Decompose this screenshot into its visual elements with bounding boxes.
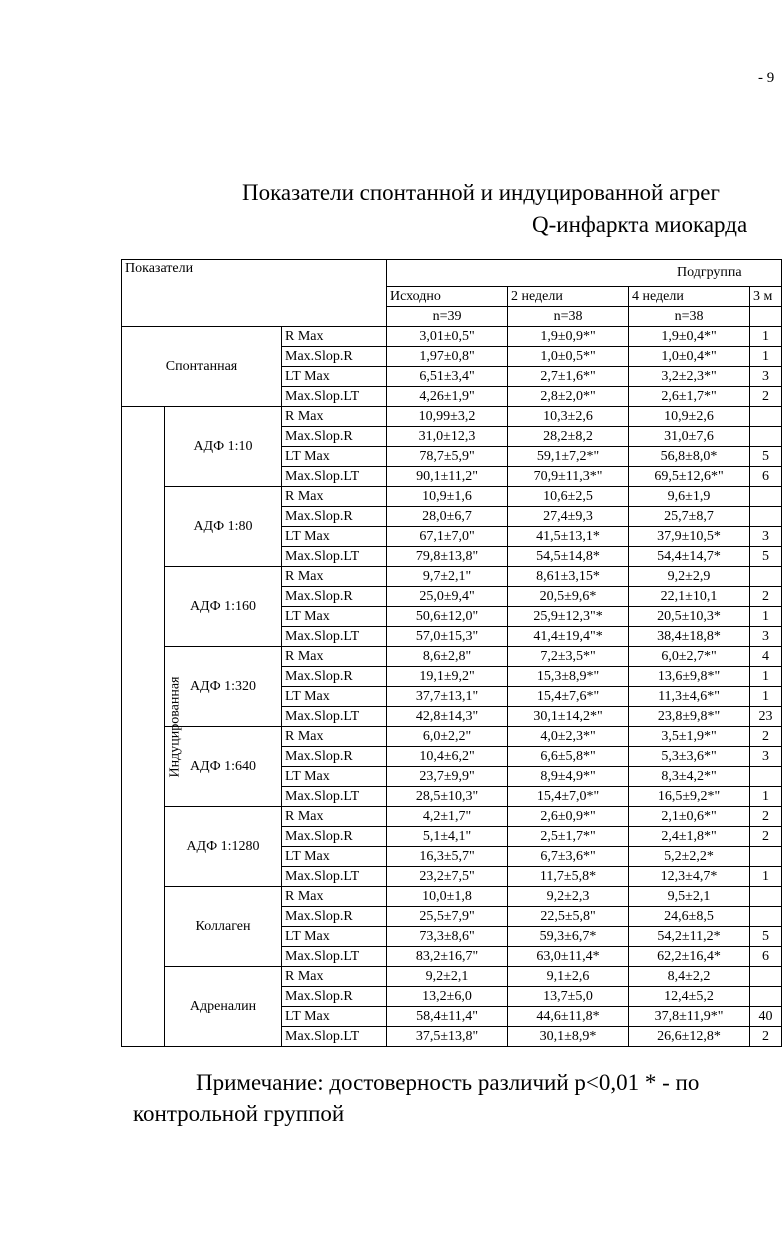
value-cell: 23,7±9,9" (387, 767, 508, 787)
value-cell: 28,0±6,7 (387, 507, 508, 527)
value-cell: 30,1±14,2*" (508, 707, 629, 727)
group-label: АДФ 1:640 (165, 727, 282, 807)
group-label: Коллаген (165, 887, 282, 967)
value-cell: 6,7±3,6*" (508, 847, 629, 867)
value-cell: 59,3±6,7* (508, 927, 629, 947)
value-cell: 20,5±10,3* (629, 607, 750, 627)
value-cell (750, 427, 782, 447)
value-cell: 1 (750, 607, 782, 627)
value-cell: 13,2±6,0 (387, 987, 508, 1007)
value-cell: 4,2±1,7" (387, 807, 508, 827)
param-label: LT Max (282, 447, 387, 467)
value-cell: 1 (750, 787, 782, 807)
value-cell: 2,6±1,7*" (629, 387, 750, 407)
value-cell: 22,1±10,1 (629, 587, 750, 607)
value-cell: 11,3±4,6*" (629, 687, 750, 707)
value-cell: 9,2±2,9 (629, 567, 750, 587)
period-label: Исходно (387, 287, 508, 307)
value-cell: 20,5±9,6* (508, 587, 629, 607)
value-cell: 2 (750, 387, 782, 407)
value-cell: 9,2±2,1 (387, 967, 508, 987)
value-cell (750, 507, 782, 527)
value-cell: 38,4±18,8* (629, 627, 750, 647)
value-cell: 41,4±19,4"* (508, 627, 629, 647)
period-n: n=39 (387, 307, 508, 327)
group-label: АДФ 1:160 (165, 567, 282, 647)
value-cell: 1,0±0,4*" (629, 347, 750, 367)
value-cell: 5,3±3,6*" (629, 747, 750, 767)
param-label: Max.Slop.LT (282, 387, 387, 407)
value-cell: 54,4±14,7* (629, 547, 750, 567)
value-cell: 44,6±11,8* (508, 1007, 629, 1027)
param-label: R Max (282, 327, 387, 347)
value-cell: 13,6±9,8*" (629, 667, 750, 687)
table-row (122, 407, 782, 427)
value-cell: 23 (750, 707, 782, 727)
value-cell: 9,5±2,1 (629, 887, 750, 907)
param-label: Max.Slop.R (282, 507, 387, 527)
value-cell: 25,7±8,7 (629, 507, 750, 527)
value-cell: 1 (750, 327, 782, 347)
value-cell: 2,5±1,7*" (508, 827, 629, 847)
value-cell: 1 (750, 347, 782, 367)
value-cell: 15,3±8,9*" (508, 667, 629, 687)
value-cell: 4 (750, 647, 782, 667)
value-cell: 31,0±7,6 (629, 427, 750, 447)
value-cell: 11,7±5,8* (508, 867, 629, 887)
value-cell: 16,3±5,7" (387, 847, 508, 867)
param-label: Max.Slop.R (282, 907, 387, 927)
param-label: Max.Slop.LT (282, 627, 387, 647)
param-label: R Max (282, 887, 387, 907)
value-cell: 1,9±0,9*" (508, 327, 629, 347)
value-cell: 6 (750, 467, 782, 487)
param-label: LT Max (282, 847, 387, 867)
header-row (122, 260, 782, 287)
value-cell: 31,0±12,3 (387, 427, 508, 447)
table-row (122, 887, 782, 907)
value-cell: 12,3±4,7* (629, 867, 750, 887)
value-cell: 9,7±2,1" (387, 567, 508, 587)
value-cell: 2 (750, 807, 782, 827)
value-cell (750, 887, 782, 907)
period-n: n=38 (508, 307, 629, 327)
param-label: Max.Slop.LT (282, 547, 387, 567)
value-cell: 10,0±1,8 (387, 887, 508, 907)
value-cell: 63,0±11,4* (508, 947, 629, 967)
value-cell: 67,1±7,0" (387, 527, 508, 547)
value-cell: 7,2±3,5*" (508, 647, 629, 667)
value-cell (750, 487, 782, 507)
value-cell: 3,5±1,9*" (629, 727, 750, 747)
param-label: R Max (282, 407, 387, 427)
value-cell: 12,4±5,2 (629, 987, 750, 1007)
value-cell (750, 987, 782, 1007)
param-label: Max.Slop.R (282, 587, 387, 607)
value-cell: 25,5±7,9" (387, 907, 508, 927)
value-cell: 3 (750, 627, 782, 647)
value-cell: 2 (750, 827, 782, 847)
param-label: Max.Slop.LT (282, 867, 387, 887)
value-cell: 28,2±8,2 (508, 427, 629, 447)
param-label: LT Max (282, 1007, 387, 1027)
period-n (750, 307, 782, 327)
value-cell: 23,2±7,5" (387, 867, 508, 887)
value-cell: 57,0±15,3" (387, 627, 508, 647)
note-line1: Примечание: достоверность различий p<0,01 * - по (196, 1070, 700, 1095)
value-cell: 3,01±0,5" (387, 327, 508, 347)
value-cell: 1 (750, 687, 782, 707)
value-cell: 4,0±2,3*" (508, 727, 629, 747)
value-cell: 8,3±4,2*" (629, 767, 750, 787)
value-cell: 10,9±2,6 (629, 407, 750, 427)
value-cell: 70,9±11,3*" (508, 467, 629, 487)
value-cell: 5 (750, 447, 782, 467)
value-cell (750, 767, 782, 787)
value-cell: 50,6±12,0" (387, 607, 508, 627)
value-cell: 54,5±14,8* (508, 547, 629, 567)
param-label: R Max (282, 727, 387, 747)
table-row (122, 327, 782, 347)
value-cell: 8,9±4,9*" (508, 767, 629, 787)
value-cell: 37,9±10,5* (629, 527, 750, 547)
value-cell: 19,1±9,2" (387, 667, 508, 687)
value-cell: 2,6±0,9*" (508, 807, 629, 827)
param-label: LT Max (282, 527, 387, 547)
value-cell: 2,7±1,6*" (508, 367, 629, 387)
period-label: 3 м (750, 287, 782, 307)
value-cell: 40 (750, 1007, 782, 1027)
value-cell (750, 967, 782, 987)
value-cell (750, 907, 782, 927)
table-row (122, 647, 782, 667)
value-cell: 5,1±4,1" (387, 827, 508, 847)
value-cell: 58,4±11,4" (387, 1007, 508, 1027)
value-cell: 5 (750, 927, 782, 947)
param-label: Max.Slop.R (282, 667, 387, 687)
value-cell: 3 (750, 747, 782, 767)
value-cell: 1,9±0,4*" (629, 327, 750, 347)
value-cell: 2 (750, 1027, 782, 1047)
param-label: R Max (282, 967, 387, 987)
value-cell: 10,4±6,2" (387, 747, 508, 767)
value-cell: 37,7±13,1" (387, 687, 508, 707)
param-label: Max.Slop.LT (282, 467, 387, 487)
value-cell: 79,8±13,8" (387, 547, 508, 567)
table-title-line1: Показатели спонтанной и индуцированной агрег (242, 180, 720, 205)
param-label: Max.Slop.R (282, 747, 387, 767)
data-table-container (121, 259, 781, 1047)
table-row (122, 487, 782, 507)
param-label: LT Max (282, 607, 387, 627)
value-cell: 6 (750, 947, 782, 967)
value-cell: 62,2±16,4* (629, 947, 750, 967)
spontaneous-label: Спонтанная (122, 327, 282, 407)
param-label: Max.Slop.R (282, 347, 387, 367)
value-cell: 9,1±2,6 (508, 967, 629, 987)
value-cell: 13,7±5,0 (508, 987, 629, 1007)
param-label: LT Max (282, 367, 387, 387)
value-cell: 2 (750, 727, 782, 747)
value-cell: 78,7±5,9" (387, 447, 508, 467)
value-cell (750, 567, 782, 587)
value-cell: 4,26±1,9" (387, 387, 508, 407)
value-cell: 26,6±12,8* (629, 1027, 750, 1047)
param-label: Max.Slop.R (282, 987, 387, 1007)
param-label: Max.Slop.R (282, 427, 387, 447)
value-cell: 2 (750, 587, 782, 607)
value-cell: 10,99±3,2 (387, 407, 508, 427)
value-cell: 8,4±2,2 (629, 967, 750, 987)
value-cell: 1,0±0,5*" (508, 347, 629, 367)
value-cell: 6,0±2,2" (387, 727, 508, 747)
table-row (122, 967, 782, 987)
value-cell: 27,4±9,3 (508, 507, 629, 527)
value-cell: 37,5±13,8" (387, 1027, 508, 1047)
value-cell: 42,8±14,3" (387, 707, 508, 727)
value-cell: 69,5±12,6*" (629, 467, 750, 487)
value-cell: 5 (750, 547, 782, 567)
group-label: Адреналин (165, 967, 282, 1047)
value-cell: 1 (750, 867, 782, 887)
value-cell (750, 847, 782, 867)
param-label: LT Max (282, 687, 387, 707)
value-cell: 24,6±8,5 (629, 907, 750, 927)
param-label: Max.Slop.LT (282, 707, 387, 727)
param-label: R Max (282, 567, 387, 587)
value-cell: 73,3±8,6" (387, 927, 508, 947)
value-cell: 23,8±9,8*" (629, 707, 750, 727)
value-cell: 83,2±16,7" (387, 947, 508, 967)
value-cell: 10,9±1,6 (387, 487, 508, 507)
value-cell: 54,2±11,2* (629, 927, 750, 947)
param-label: Max.Slop.LT (282, 1027, 387, 1047)
value-cell: 56,8±8,0* (629, 447, 750, 467)
param-label: Max.Slop.LT (282, 787, 387, 807)
param-label: R Max (282, 807, 387, 827)
value-cell: 2,8±2,0*" (508, 387, 629, 407)
value-cell: 6,6±5,8*" (508, 747, 629, 767)
value-cell: 2,4±1,8*" (629, 827, 750, 847)
value-cell: 41,5±13,1* (508, 527, 629, 547)
value-cell: 25,9±12,3"* (508, 607, 629, 627)
value-cell: 22,5±5,8" (508, 907, 629, 927)
table-row (122, 567, 782, 587)
table-title-line2: Q-инфаркта миокарда (532, 212, 748, 237)
aggregation-table (121, 259, 782, 1047)
param-label: LT Max (282, 767, 387, 787)
value-cell: 28,5±10,3" (387, 787, 508, 807)
value-cell: 3 (750, 527, 782, 547)
param-label: Max.Slop.R (282, 827, 387, 847)
induced-label (122, 407, 183, 1047)
value-cell: 37,8±11,9*" (629, 1007, 750, 1027)
header-indicators: Показатели (122, 260, 387, 327)
value-cell: 5,2±2,2* (629, 847, 750, 867)
value-cell: 10,3±2,6 (508, 407, 629, 427)
value-cell: 59,1±7,2*" (508, 447, 629, 467)
value-cell: 15,4±7,0*" (508, 787, 629, 807)
param-label: R Max (282, 487, 387, 507)
induced-label-text: Индуцированная (167, 676, 183, 777)
value-cell: 8,6±2,8" (387, 647, 508, 667)
note-line2: контрольной группой (133, 1101, 345, 1126)
value-cell: 3 (750, 367, 782, 387)
value-cell: 3,2±2,3*" (629, 367, 750, 387)
value-cell: 9,6±1,9 (629, 487, 750, 507)
param-label: Max.Slop.LT (282, 947, 387, 967)
value-cell: 2,1±0,6*" (629, 807, 750, 827)
group-label: АДФ 1:80 (165, 487, 282, 567)
period-n: n=38 (629, 307, 750, 327)
header-subgroup: Подгруппа (387, 260, 782, 287)
value-cell: 1 (750, 667, 782, 687)
value-cell: 15,4±7,6*" (508, 687, 629, 707)
value-cell: 6,0±2,7*" (629, 647, 750, 667)
table-row (122, 727, 782, 747)
value-cell: 8,61±3,15* (508, 567, 629, 587)
value-cell: 25,0±9,4" (387, 587, 508, 607)
value-cell: 1,97±0,8" (387, 347, 508, 367)
param-label: R Max (282, 647, 387, 667)
group-label: АДФ 1:10 (165, 407, 282, 487)
value-cell: 16,5±9,2*" (629, 787, 750, 807)
table-row (122, 807, 782, 827)
param-label: LT Max (282, 927, 387, 947)
value-cell: 10,6±2,5 (508, 487, 629, 507)
value-cell: 6,51±3,4" (387, 367, 508, 387)
period-label: 4 недели (629, 287, 750, 307)
page-number: - 9 (758, 70, 775, 86)
group-label: АДФ 1:1280 (165, 807, 282, 887)
value-cell: 30,1±8,9* (508, 1027, 629, 1047)
group-label: АДФ 1:320 (165, 647, 282, 727)
value-cell: 90,1±11,2" (387, 467, 508, 487)
value-cell: 9,2±2,3 (508, 887, 629, 907)
period-label: 2 недели (508, 287, 629, 307)
value-cell (750, 407, 782, 427)
